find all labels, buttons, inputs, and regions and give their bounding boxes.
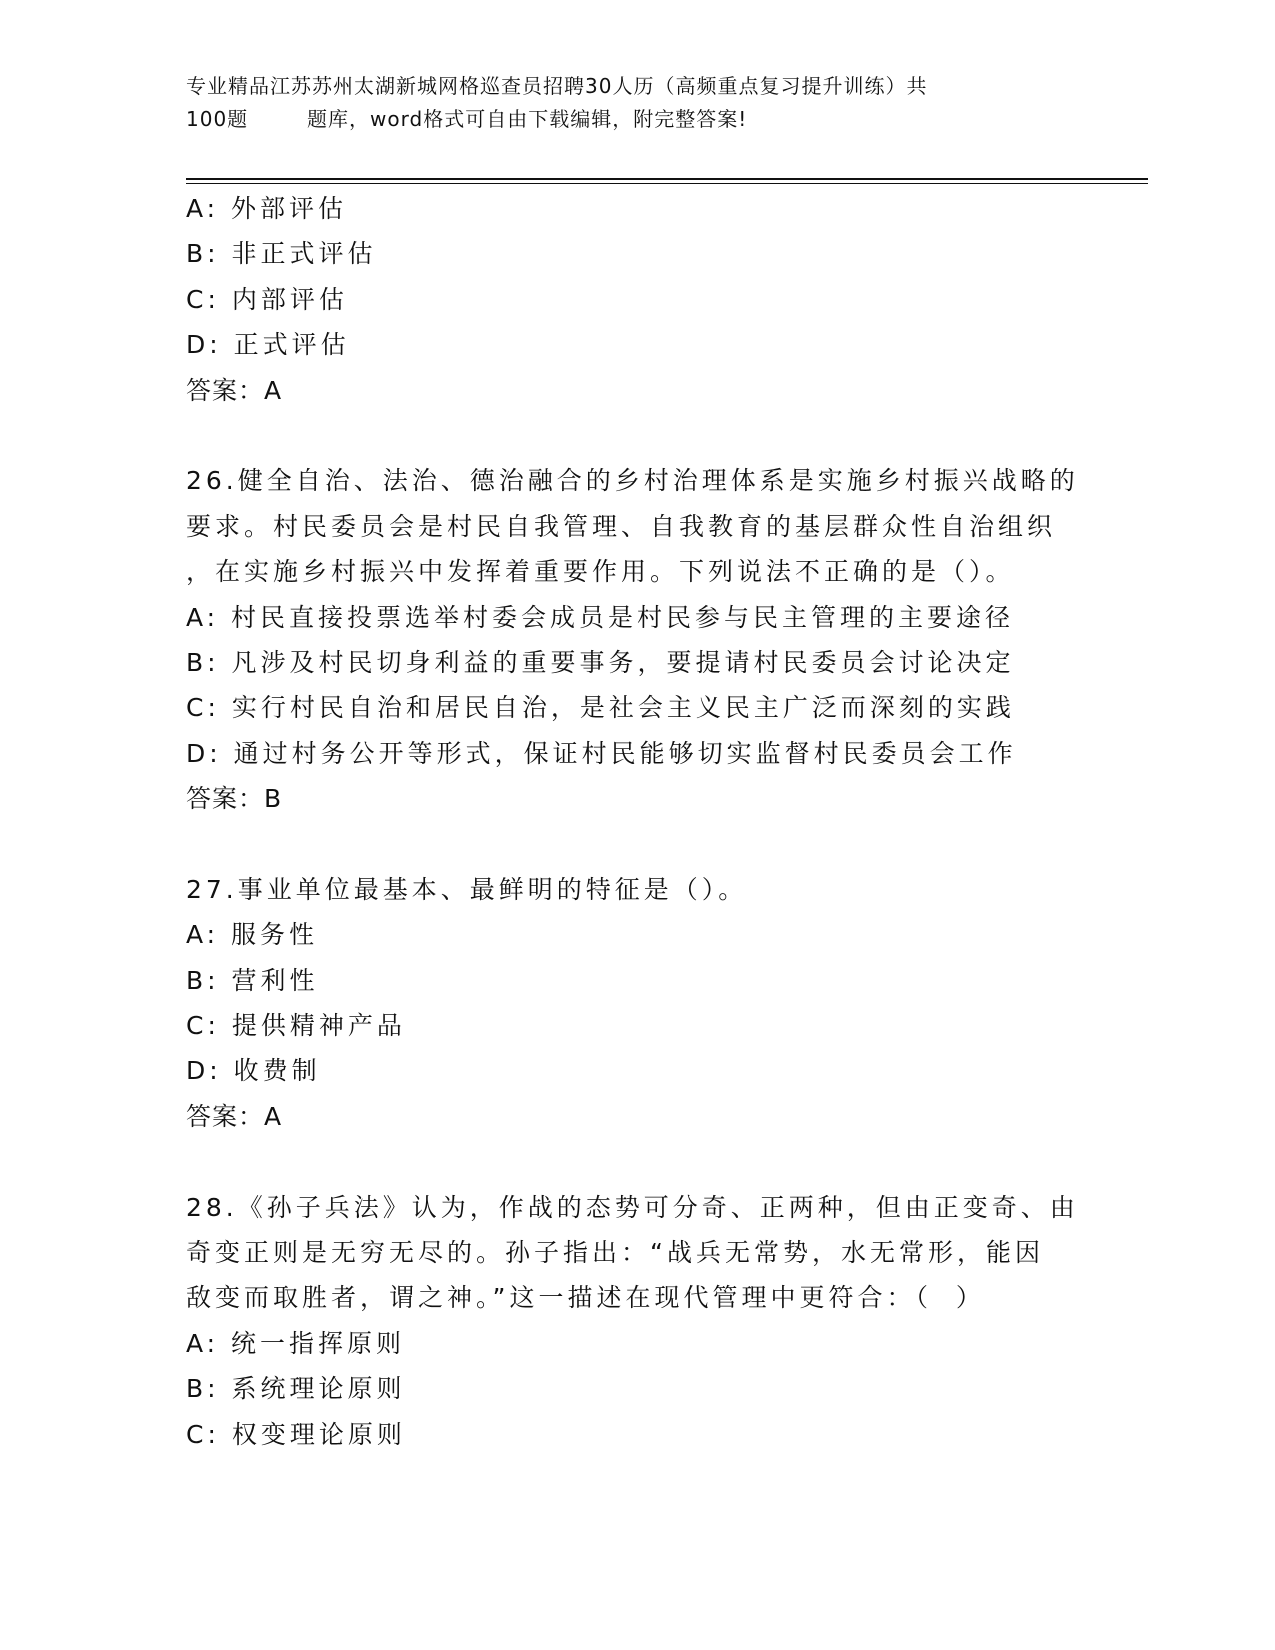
answer: 答案：A — [186, 1101, 283, 1131]
option-b: B: 营利性 — [186, 965, 319, 995]
option-c: C: 权变理论原则 — [186, 1419, 406, 1449]
document-header — [186, 70, 1086, 136]
option-d: D: 通过村务公开等形式，保证村民能够切实监督村民委员会工作 — [186, 738, 1017, 768]
option-b: B: 凡涉及村民切身利益的重要事务，要提请村民委员会讨论决定 — [186, 647, 1015, 677]
option-a: A: 统一指挥原则 — [186, 1328, 406, 1358]
question-28 — [186, 1185, 1086, 1457]
header-divider-thin — [186, 183, 1148, 184]
header-divider-thick — [186, 178, 1148, 180]
option-b: B: 系统理论原则 — [186, 1374, 406, 1404]
option-a: A: 外部评估 — [186, 194, 348, 223]
option-c: C: 实行村民自治和居民自治，是社会主义民主广泛而深刻的实践 — [186, 693, 1015, 723]
option-c: C: 内部评估 — [186, 284, 348, 314]
question-stem-line: 敌变而取胜者，谓之神。”这一描述在现代管理中更符合：（ ） — [186, 1283, 985, 1313]
question-stem-line: 28.《孙子兵法》认为，作战的态势可分奇、正两种，但由正变奇、由 — [186, 1192, 1079, 1222]
question-stem-line: ，在实施乡村振兴中发挥着重要作用。下列说法不正确的是（）。 — [186, 557, 1015, 587]
answer: 答案：B — [186, 784, 283, 814]
question-stem-line: 26.健全自治、法治、德治融合的乡村治理体系是实施乡村振兴战略的 — [186, 466, 1079, 496]
question-stem-line: 27.事业单位最基本、最鲜明的特征是（）。 — [186, 874, 748, 904]
header-title-line2: 100题 题库，word格式可自由下载编辑，附完整答案! — [186, 107, 748, 131]
option-a: A: 服务性 — [186, 920, 319, 950]
header-title-line1: 专业精品江苏苏州太湖新城网格巡查员招聘30人历（高频重点复习提升训练）共 — [186, 74, 928, 98]
question-25 — [186, 186, 1086, 413]
option-d: D: 收费制 — [186, 1056, 321, 1086]
answer: 答案：A — [186, 375, 283, 405]
option-c: C: 提供精神产品 — [186, 1011, 406, 1041]
option-b: B: 非正式评估 — [186, 239, 377, 269]
question-27 — [186, 867, 1086, 1139]
question-stem-line: 要求。村民委员会是村民自我管理、自我教育的基层群众性自治组织 — [186, 511, 1057, 541]
option-a: A: 村民直接投票选举村委会成员是村民参与民主管理的主要途径 — [186, 602, 1015, 632]
question-stem-line: 奇变正则是无穷无尽的。孙子指出：“战兵无常势，水无常形，能因 — [186, 1237, 1044, 1267]
question-list — [186, 186, 1086, 1457]
option-d: D: 正式评估 — [186, 330, 350, 360]
question-26 — [186, 458, 1086, 821]
